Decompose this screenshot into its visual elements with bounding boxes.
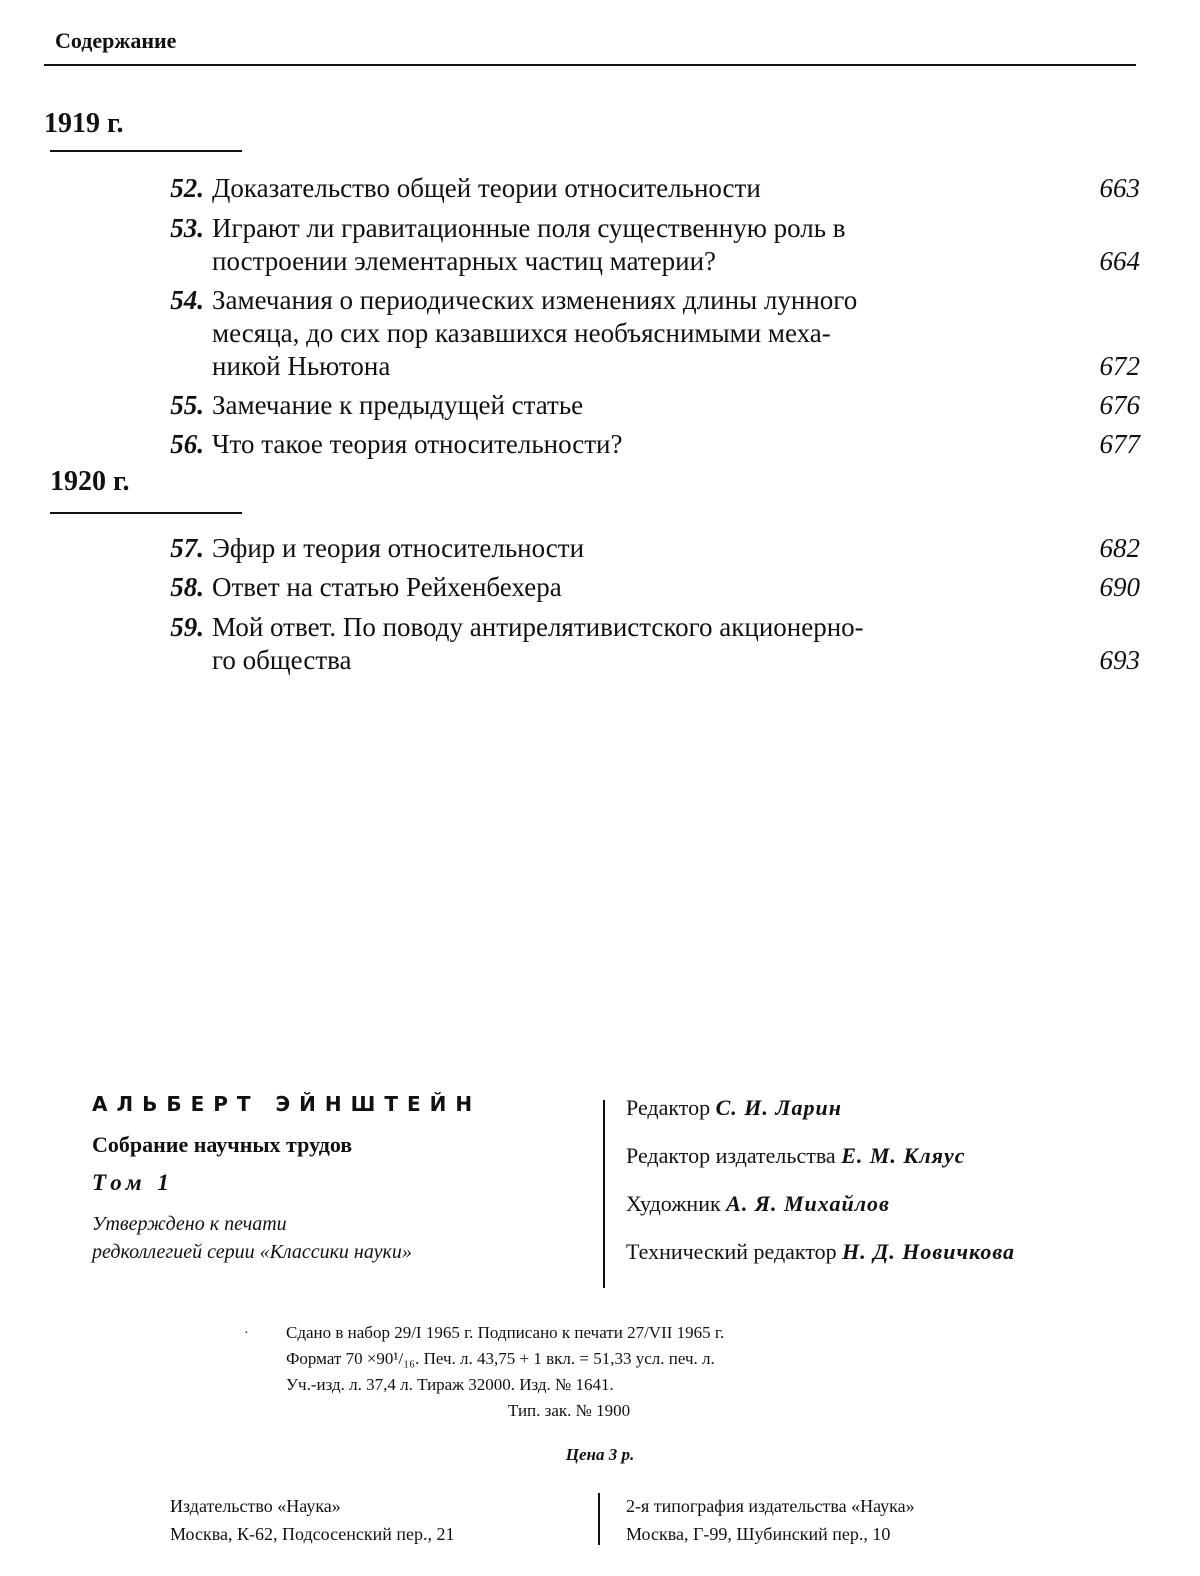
credit-line bbox=[626, 1186, 1166, 1234]
toc-entry-page: 676 bbox=[1100, 389, 1141, 422]
printer-line: 2-я типография издательства «Наука» bbox=[626, 1492, 915, 1520]
printing-line: Сдано в набор 29/I 1965 г. Подписано к печати 27/VII 1965 г. bbox=[286, 1320, 986, 1346]
credit-role: Художник bbox=[626, 1191, 721, 1216]
volume-label: Том 1 bbox=[92, 1170, 592, 1196]
year-rule bbox=[50, 150, 242, 152]
header-rule bbox=[44, 64, 1136, 66]
printing-details bbox=[286, 1320, 986, 1424]
approval-note bbox=[92, 1210, 592, 1266]
price: Цена 3 р. bbox=[0, 1445, 1200, 1465]
toc-entry-title: Замечание к предыдущей статье bbox=[212, 389, 1062, 422]
toc-entry-page: 664 bbox=[1100, 245, 1141, 278]
author-name: АЛЬБЕРТ ЭЙНШТЕЙН bbox=[92, 1092, 592, 1116]
approval-line: Утверждено к печати bbox=[92, 1210, 592, 1238]
dot-mark: · bbox=[244, 1326, 249, 1342]
toc-entry-page: 672 bbox=[1100, 350, 1141, 383]
credit-name: С. И. Ларин bbox=[716, 1095, 842, 1120]
toc-entry bbox=[140, 389, 1140, 422]
toc-entry-number: 55. bbox=[140, 389, 204, 422]
printer-address bbox=[626, 1492, 915, 1548]
imprint-divider bbox=[603, 1100, 605, 1288]
toc-entry-title: Доказательство общей теории относительности bbox=[212, 172, 1062, 205]
toc-entry bbox=[140, 172, 1140, 205]
toc-entry bbox=[140, 532, 1140, 565]
imprint-book-info bbox=[92, 1092, 592, 1266]
toc-entry-number: 59. bbox=[140, 611, 204, 644]
toc-entry bbox=[140, 284, 1140, 383]
toc-entry-page: 677 bbox=[1100, 428, 1141, 461]
publisher-line: Издательство «Наука» bbox=[170, 1492, 455, 1520]
printing-line: Формат 70 ×90¹/₁₆. Печ. л. 43,75 + 1 вкл. = 51,33 усл. печ. л. bbox=[286, 1346, 986, 1372]
printer-line: Москва, Г-99, Шубинский пер., 10 bbox=[626, 1520, 915, 1548]
publisher-address bbox=[170, 1492, 455, 1548]
toc-entry-page: 690 bbox=[1100, 571, 1141, 604]
credit-name: А. Я. Михайлов bbox=[726, 1191, 890, 1216]
year-heading-1920: 1920 г. bbox=[50, 466, 130, 498]
publisher-line: Москва, К-62, Подсосенский пер., 21 bbox=[170, 1520, 455, 1548]
toc-entry-number: 52. bbox=[140, 172, 204, 205]
year-rule bbox=[50, 512, 242, 514]
credit-role: Редактор bbox=[626, 1095, 710, 1120]
toc-entry-number: 57. bbox=[140, 532, 204, 565]
toc-entry-title: Играют ли гравитационные поля существенную роль в построении элементарных частиц материи? bbox=[212, 212, 1062, 278]
imprint-credits bbox=[626, 1090, 1166, 1282]
credit-name: Е. М. Кляус bbox=[841, 1143, 965, 1168]
printing-line: Уч.-изд. л. 37,4 л. Тираж 32000. Изд. № 1641. bbox=[286, 1372, 986, 1398]
toc-entry-title: Что такое теория относительности? bbox=[212, 428, 1062, 461]
credit-role: Технический редактор bbox=[626, 1239, 837, 1264]
toc-entry-title: Мой ответ. По поводу антирелятивистского акционерно- го общества bbox=[212, 611, 1062, 677]
toc-entry-page: 693 bbox=[1100, 644, 1141, 677]
publisher-divider bbox=[598, 1493, 600, 1545]
toc-entry-number: 54. bbox=[140, 284, 204, 317]
credit-role: Редактор издательства bbox=[626, 1143, 836, 1168]
credit-line bbox=[626, 1138, 1166, 1186]
credit-name: Н. Д. Новичкова bbox=[842, 1239, 1015, 1264]
series-title: Собрание научных трудов bbox=[92, 1132, 592, 1158]
toc-entry-page: 682 bbox=[1100, 532, 1141, 565]
credit-line bbox=[626, 1234, 1166, 1282]
toc-entry-title: Ответ на статью Рейхенбехера bbox=[212, 571, 1062, 604]
toc-entry bbox=[140, 212, 1140, 278]
year-heading-1919: 1919 г. bbox=[44, 108, 124, 140]
toc-entry-page: 663 bbox=[1100, 172, 1141, 205]
toc-entry-number: 53. bbox=[140, 212, 204, 245]
toc-entry-number: 56. bbox=[140, 428, 204, 461]
toc-entry-title: Замечания о периодических изменениях длины лунного месяца, до сих пор казавшихся необъяснимыми меха- никой Ньютона bbox=[212, 284, 1062, 383]
credit-line bbox=[626, 1090, 1166, 1138]
toc-entry-title: Эфир и теория относительности bbox=[212, 532, 1062, 565]
running-header: Содержание bbox=[55, 28, 176, 54]
toc-entry bbox=[140, 611, 1140, 677]
toc-entry-number: 58. bbox=[140, 571, 204, 604]
printing-line: Тип. зак. № 1900 bbox=[286, 1398, 986, 1424]
approval-line: редколлегией серии «Классики науки» bbox=[92, 1238, 592, 1266]
toc-entry bbox=[140, 571, 1140, 604]
toc-entry bbox=[140, 428, 1140, 461]
